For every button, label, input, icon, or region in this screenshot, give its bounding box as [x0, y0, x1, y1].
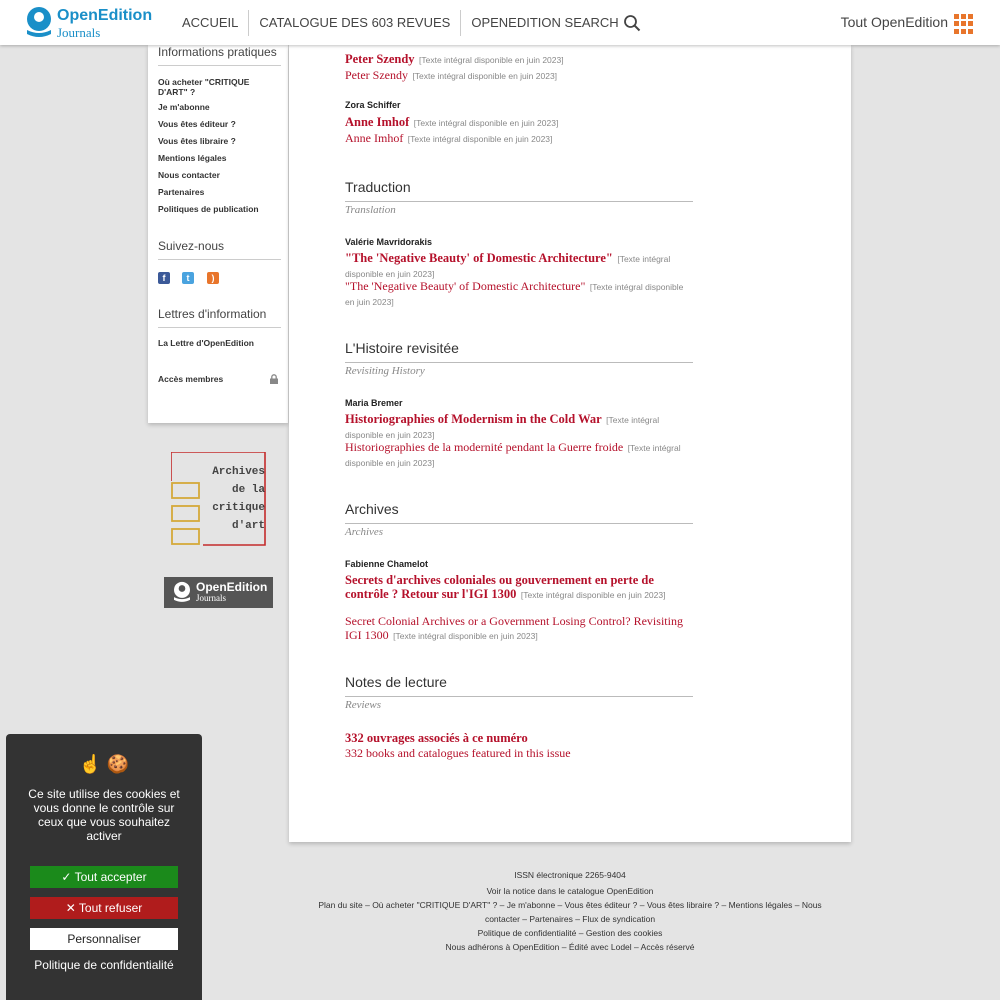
archives-critique-art-logo[interactable]	[171, 452, 266, 546]
sidebar-link-politiques[interactable]: Politiques de publication	[158, 204, 259, 214]
availability-note: [Texte intégral disponible en juin 2023]	[412, 71, 558, 81]
article-alt-title-link[interactable]: Peter Szendy	[345, 68, 408, 82]
sidebar-link-abonne[interactable]: Je m'abonne	[158, 102, 210, 112]
search-icon	[623, 14, 641, 32]
brand-title: OpenEdition	[57, 7, 153, 24]
apps-grid-icon[interactable]	[954, 14, 974, 34]
sidebar-link-contact[interactable]: Nous contacter	[158, 170, 220, 180]
reviews-link[interactable]: 332 ouvrages associés à ce numéro	[345, 731, 528, 745]
brand-subtitle: Journals	[57, 25, 101, 40]
archives-logo-line-4: d'art	[231, 520, 265, 532]
availability-note: [Texte intégral disponible en juin 2023]	[345, 282, 684, 307]
tout-openedition-link[interactable]: Tout OpenEdition	[840, 14, 948, 30]
article-title-link[interactable]: Secrets d'archives coloniales ou gouvernement en perte de contrôle ? Retour sur l'IGI 1300	[345, 573, 654, 601]
availability-note: [Texte intégral disponible en juin 2023]	[345, 415, 660, 440]
openedition-logo-icon	[24, 6, 54, 40]
issn-text: ISSN électronique 2265-9404	[514, 870, 626, 880]
article-alt-title-link[interactable]: Historiographies de la modernité pendant la Guerre froide	[345, 440, 624, 454]
openedition-logo[interactable]	[24, 6, 153, 40]
accept-all-button[interactable]: ✓ Tout accepter	[30, 866, 178, 888]
availability-note: [Texte intégral disponible en juin 2023]	[520, 590, 666, 600]
facebook-icon[interactable]: f	[158, 272, 170, 284]
sidebar-link-partenaires[interactable]: Partenaires	[158, 187, 205, 197]
availability-note: [Texte intégral disponible en juin 2023]	[393, 631, 538, 641]
openedition-journals-badge[interactable]	[164, 577, 273, 608]
footer	[300, 868, 840, 954]
section-subheading: Translation	[345, 204, 396, 216]
lock-icon	[269, 374, 279, 384]
article-alt-title-link[interactable]: Secret Colonial Archives or a Government Losing Control? Revisiting IGI 1300	[345, 614, 683, 642]
author-name[interactable]: Valérie Mavridorakis	[345, 237, 433, 247]
privacy-policy-link[interactable]: Politique de confidentialité	[34, 958, 174, 972]
article-entry	[345, 412, 693, 442]
section-subheading: Archives	[345, 526, 384, 538]
article-entry	[345, 251, 693, 281]
infos-heading: Informations pratiques	[158, 45, 281, 66]
author-name[interactable]: Maria Bremer	[345, 398, 403, 408]
newsletter-heading: Lettres d'information	[158, 307, 281, 328]
article-entry	[345, 52, 693, 67]
cookie-emoji-icon: ☝ 🍪	[79, 754, 129, 774]
sidebar-link-editeur[interactable]: Vous êtes éditeur ?	[158, 119, 236, 129]
reviews-entry	[345, 746, 693, 760]
reviews-alt-link[interactable]: 332 books and catalogues featured in this issue	[345, 746, 571, 760]
nav-catalogue[interactable]: CATALOGUE DES 603 REVUES	[259, 14, 451, 30]
author-name[interactable]: Zora Schiffer	[345, 100, 401, 110]
badge-title: OpenEdition	[196, 580, 268, 594]
archives-logo-line-3: critique	[212, 502, 265, 514]
availability-note: [Texte intégral disponible en juin 2023]	[345, 443, 681, 468]
archives-logo-line-1: Archives	[212, 466, 265, 478]
availability-note: [Texte intégral disponible en juin 2023]	[407, 134, 553, 144]
cookie-consent-panel	[6, 734, 202, 1000]
sidebar-link-mentions[interactable]: Mentions légales	[158, 153, 227, 163]
top-bar	[0, 0, 1000, 45]
sidebar-link-acheter[interactable]: Où acheter "CRITIQUE D'ART" ?	[158, 77, 250, 97]
openedition-badge-icon	[172, 581, 192, 604]
follow-heading: Suivez-nous	[158, 239, 281, 260]
main-content	[289, 45, 851, 842]
article-title-link[interactable]: Anne Imhof	[345, 115, 410, 129]
footer-links[interactable]: Plan du site – Où acheter "CRITIQUE D'ART" ? – Je m'abonne – Vous êtes éditeur ? – Vous êtes libraire ? – Mentions légales – Nous contacter – Partenaires – Flux de syndication	[318, 900, 822, 924]
members-access-link[interactable]: Accès membres	[158, 374, 224, 384]
section-heading: L'Histoire revisitée	[345, 340, 693, 363]
refuse-all-button[interactable]: ✕ Tout refuser	[30, 897, 178, 919]
footer-membership-links[interactable]: Nous adhérons à OpenEdition – Édité avec Lodel – Accès réservé	[445, 942, 695, 952]
nav-accueil[interactable]: ACCUEIL	[182, 14, 239, 30]
section-subheading: Reviews	[345, 699, 382, 711]
article-entry	[345, 440, 693, 470]
availability-note: [Texte intégral disponible en juin 2023]	[345, 254, 671, 279]
article-entry	[345, 131, 693, 146]
article-title-link[interactable]: "The 'Negative Beauty' of Domestic Architecture"	[345, 251, 613, 265]
sidebar-link-libraire[interactable]: Vous êtes libraire ?	[158, 136, 236, 146]
cookie-message: Ce site utilise des cookies et vous donne le contrôle sur ceux que vous souhaitez activer	[28, 787, 180, 843]
sidebar	[148, 45, 288, 423]
nav-search-label: OPENEDITION SEARCH	[471, 14, 619, 30]
article-title-link[interactable]: Peter Szendy	[345, 52, 415, 66]
section-heading: Archives	[345, 501, 693, 524]
article-alt-title-link[interactable]: Anne Imhof	[345, 131, 404, 145]
article-entry	[345, 68, 693, 83]
rss-icon[interactable]: )	[207, 272, 219, 284]
catalogue-notice-link[interactable]: Voir la notice dans le catalogue OpenEdition	[486, 886, 654, 896]
newsletter-link[interactable]: La Lettre d'OpenEdition	[158, 338, 254, 348]
article-title-link[interactable]: Historiographies of Modernism in the Cold War	[345, 412, 602, 426]
section-heading: Notes de lecture	[345, 674, 693, 697]
twitter-icon[interactable]: t	[182, 272, 194, 284]
article-entry	[345, 573, 693, 602]
availability-note: [Texte intégral disponible en juin 2023]	[419, 55, 564, 65]
customize-button[interactable]: Personnaliser	[30, 928, 178, 950]
archives-logo-line-2: de la	[231, 484, 265, 496]
badge-subtitle: Journals	[196, 593, 226, 603]
footer-privacy-links[interactable]: Politique de confidentialité – Gestion des cookies	[477, 928, 663, 938]
article-entry	[345, 279, 693, 309]
section-heading: Traduction	[345, 179, 693, 202]
main-nav	[172, 0, 651, 45]
nav-search[interactable]	[461, 10, 650, 36]
reviews-entry	[345, 731, 693, 745]
article-entry	[345, 115, 693, 130]
section-subheading: Revisiting History	[345, 365, 425, 377]
availability-note: [Texte intégral disponible en juin 2023]	[413, 118, 559, 128]
article-alt-title-link[interactable]: "The 'Negative Beauty' of Domestic Architecture"	[345, 279, 586, 293]
article-entry	[345, 614, 693, 643]
author-name[interactable]: Fabienne Chamelot	[345, 559, 429, 569]
